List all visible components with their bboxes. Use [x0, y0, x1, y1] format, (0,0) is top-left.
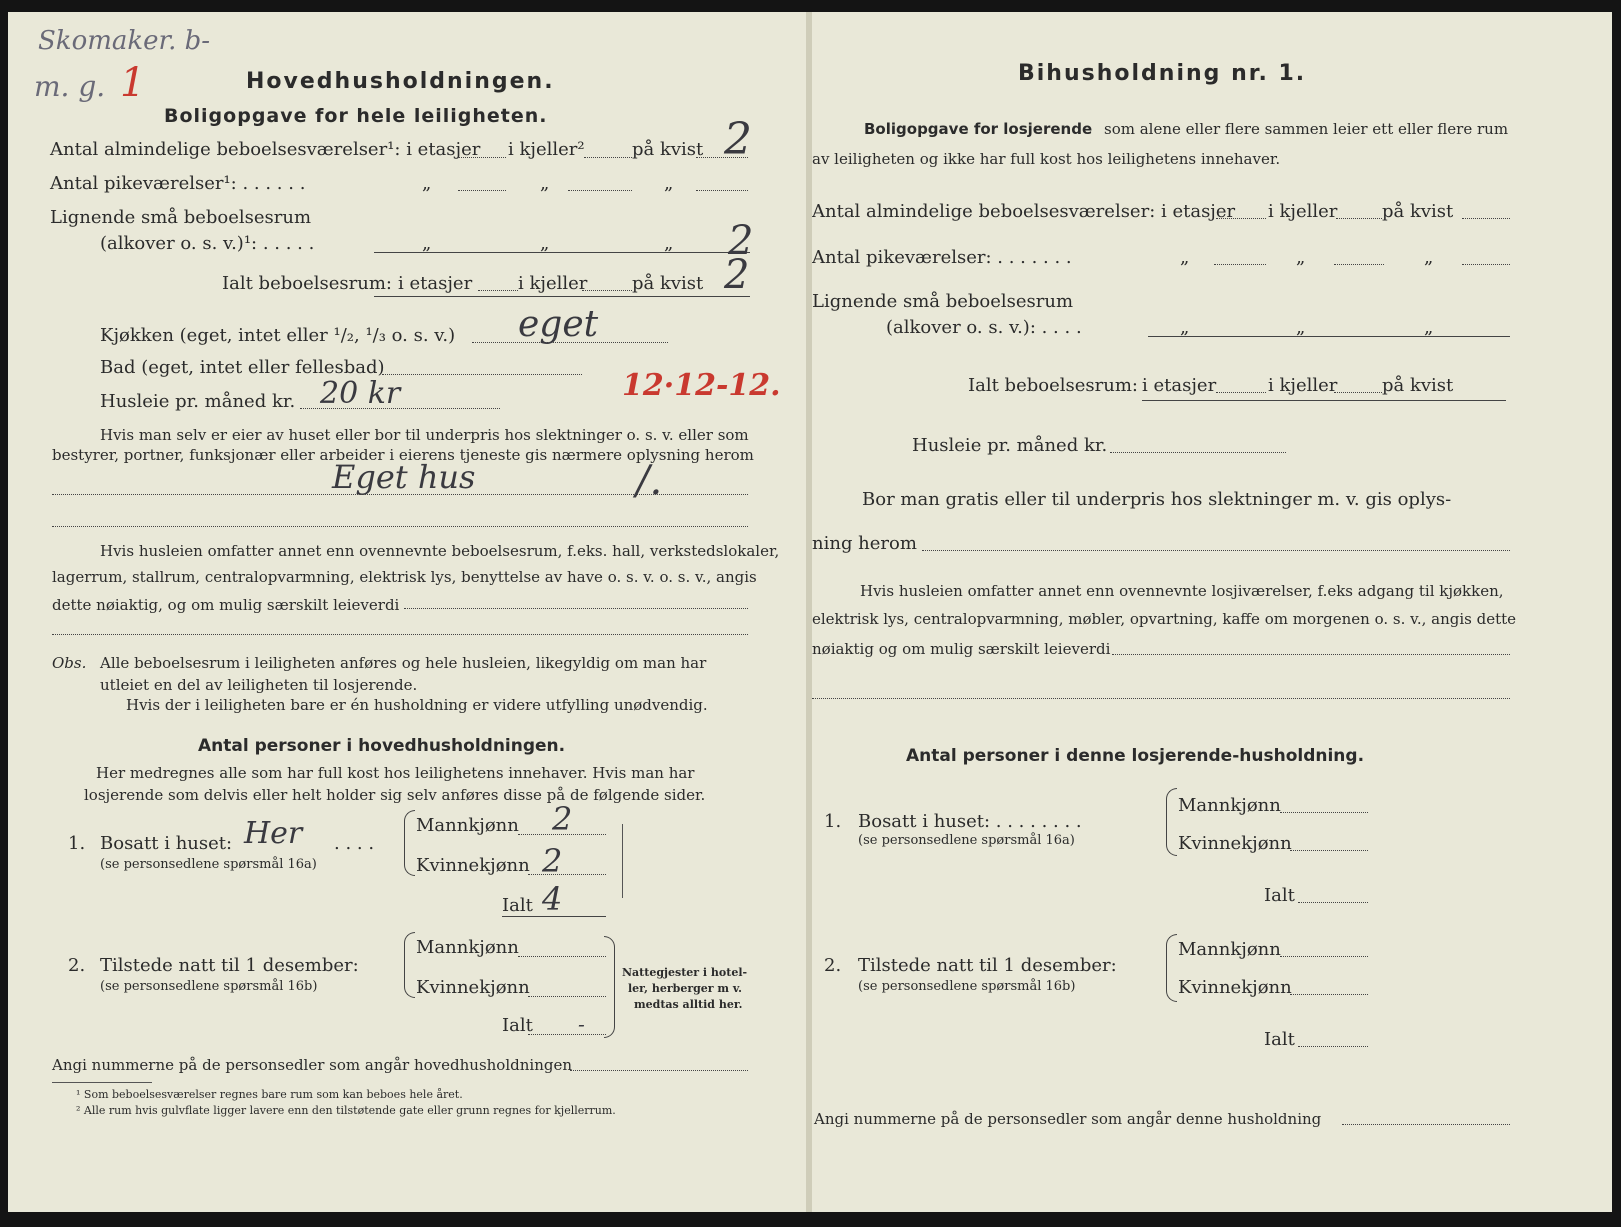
persons-text-2: losjerende som delvis eller helt holder sig selv anføres disse på de følgende sider. — [84, 786, 706, 804]
r-ialt-underline — [1142, 400, 1506, 401]
r-q1-sub: (se personsedlene spørsmål 16a) — [858, 833, 1075, 848]
bad-label: Bad (eget, intet eller fellesbad) — [100, 357, 385, 378]
q1-mann-value: 2 — [552, 800, 573, 838]
eier-text-2: bestyrer, portner, funksjonær eller arbeider i eierens tjeneste gis nærmere oplysning herom — [52, 446, 754, 464]
r-q2-number: 2. — [824, 955, 842, 976]
ditto-mark: „ — [1296, 247, 1306, 268]
annet-text-3: dette nøiaktig, og om mulig særskilt leieverdi — [52, 596, 400, 614]
r-q2-brace — [1166, 934, 1177, 1002]
q2-sub: (se personsedlene spørsmål 16b) — [100, 979, 318, 994]
r-q2-kvinne-label: Kvinnekjønn — [1178, 977, 1292, 998]
q2-kvinne-label: Kvinnekjønn — [416, 977, 530, 998]
q2-mann-label: Mannkjønn — [416, 937, 519, 958]
ialt-label: Ialt beboelsesrum: — [222, 273, 392, 294]
r-ialt-label: Ialt beboelsesrum: — [968, 375, 1138, 396]
r-persons-title: Antal personer i denne losjerende-husholdning. — [906, 746, 1365, 766]
r-q2-label: Tilstede natt til 1 desember: — [858, 955, 1117, 976]
rooms-kvist-label: på kvist — [632, 139, 704, 160]
lignende-kvist-value: 2 — [728, 218, 754, 264]
r-husleie-field — [1110, 452, 1286, 453]
kjokken-value: eget — [518, 304, 599, 345]
r-q2-sub: (se personsedlene spørsmål 16b) — [858, 979, 1076, 994]
lignende-label: Lignende små beboelsesrum — [50, 207, 312, 228]
r-q1-brace — [1166, 788, 1177, 856]
r-husleie-label: Husleie pr. måned kr. — [912, 435, 1108, 456]
page-title: Hovedhusholdningen. — [246, 69, 555, 94]
q1-kvinne-field — [528, 874, 606, 875]
natt-note-2: ler, herberger m v. — [628, 982, 743, 995]
r-q1-kvinne-label: Kvinnekjønn — [1178, 833, 1292, 854]
rooms-etasjer-field — [458, 157, 506, 158]
husleie-label: Husleie pr. måned kr. — [100, 391, 296, 412]
ialt-kvist-value: 2 — [724, 252, 750, 298]
r-annet-text-3: nøiaktig og om mulig særskilt leieverdi — [812, 640, 1111, 658]
ialt-etasjer-label: i etasjer — [398, 273, 473, 294]
handwritten-occupation: Skomaker. b- — [38, 26, 211, 56]
ditto-mark: „ — [1424, 247, 1434, 268]
red-annotation: 12·12-12. — [622, 368, 781, 403]
bad-field — [382, 374, 582, 375]
left-page — [8, 12, 808, 1212]
q1-ialt-label: Ialt — [502, 895, 533, 916]
q2-ialt-label: Ialt — [502, 1015, 533, 1036]
rooms-kjeller-label: i kjeller² — [508, 139, 585, 160]
angi-field — [570, 1070, 748, 1071]
ialt-kjeller-field — [582, 290, 632, 291]
ditto-mark: „ — [422, 173, 432, 194]
q2-brace-right — [604, 936, 615, 1038]
footnote-2: ² Alle rum hvis gulvflate ligger lavere enn den tilstøtende gate eller grunn regnes for kjellerrum. — [76, 1104, 616, 1117]
ditto-mark: „ — [1180, 247, 1190, 268]
r-pike-kvist-field — [1462, 264, 1510, 265]
persons-title: Antal personer i hovedhusholdningen. — [198, 736, 566, 756]
r-annet-field — [1112, 654, 1510, 655]
q1-kvinne-label: Kvinnekjønn — [416, 855, 530, 876]
lignende-label-2: (alkover o. s. v.)¹: . . . . . — [100, 233, 315, 254]
rooms-kvist-value: 2 — [724, 114, 752, 165]
r-pike-etasjer-field — [1214, 264, 1266, 265]
kjokken-label: Kjøkken (eget, intet eller ¹/₂, ¹/₃ o. s. v.) — [100, 325, 456, 346]
lignende-sum-line — [374, 252, 750, 253]
q2-kvinne-field — [528, 996, 606, 997]
gratis-field — [922, 550, 1510, 551]
q2-brace — [404, 932, 415, 998]
husleie-value: 20 kr — [320, 376, 401, 411]
r-q1-kvinne-field — [1290, 850, 1368, 851]
r-ialt-kvist-label: på kvist — [1382, 375, 1454, 396]
q1-check-mark — [622, 824, 623, 898]
ditto-mark: „ — [540, 173, 550, 194]
q1-label: Bosatt i huset: — [100, 833, 233, 854]
rooms-kjeller-field — [584, 157, 632, 158]
bihus-title: Bihusholdning nr. 1. — [1018, 61, 1307, 86]
ditto-mark: „ — [664, 173, 674, 194]
ditto-mark: „ — [1424, 317, 1434, 338]
eier-mark: /. — [636, 458, 663, 504]
obs-text-2: utleiet en del av leiligheten til losjerende. — [100, 676, 418, 694]
r-angi-label: Angi nummerne på de personsedler som angår denne husholdning — [814, 1110, 1322, 1128]
q1-sub: (se personsedlene spørsmål 16a) — [100, 857, 317, 872]
ialt-kvist-label: på kvist — [632, 273, 704, 294]
annet-field — [404, 608, 748, 609]
right-page — [812, 12, 1612, 1212]
gratis-text-2: ning herom — [812, 533, 917, 554]
footnote-1: ¹ Som beboelsesværelser regnes bare rum som kan beboes hele året. — [76, 1088, 463, 1101]
r-q2-ialt-label: Ialt — [1264, 1029, 1295, 1050]
eier-text-1: Hvis man selv er eier av huset eller bor til underpris hos slektninger o. s. v. eller som — [100, 426, 749, 444]
obs-label: Obs. — [52, 654, 87, 672]
r-q1-ialt-field — [1298, 902, 1368, 903]
footnote-rule — [52, 1082, 152, 1083]
r-lignende-sum-line — [1148, 336, 1510, 337]
q2-mann-field — [518, 956, 606, 957]
annet-text-1: Hvis husleien omfatter annet enn ovennevnte beboelsesrum, f.eks. hall, verkstedslokaler, — [100, 542, 780, 560]
handwritten-mg: m. g. — [34, 70, 106, 103]
ialt-underline — [374, 296, 750, 297]
pike-kvist-field — [696, 190, 748, 191]
q1-ialt-value: 4 — [542, 880, 563, 918]
pike-etasjer-field — [458, 190, 506, 191]
ditto-mark: „ — [1296, 317, 1306, 338]
r-q2-mann-label: Mannkjønn — [1178, 939, 1281, 960]
ditto-mark: „ — [1180, 317, 1190, 338]
r-lignende-label: Lignende små beboelsesrum — [812, 291, 1074, 312]
r-q1-label: Bosatt i huset: . . . . . . . . — [858, 811, 1082, 832]
q1-brace — [404, 810, 415, 876]
gratis-text-1: Bor man gratis eller til underpris hos slektninger m. v. gis oplys- — [862, 489, 1452, 510]
r-rooms-etasjer-field — [1216, 218, 1266, 219]
r-q1-number: 1. — [824, 811, 842, 832]
ialt-etasjer-field — [478, 290, 518, 291]
intro-text-2: av leiligheten og ikke har full kost hos leilighetens innehaver. — [812, 150, 1281, 168]
r-rooms-kjeller-field — [1336, 218, 1382, 219]
r-rooms-kvist-label: på kvist — [1382, 201, 1454, 222]
page-subtitle: Boligopgave for hele leiligheten. — [164, 105, 548, 127]
ialt-kjeller-label: i kjeller — [518, 273, 588, 294]
q2-label: Tilstede natt til 1 desember: — [100, 955, 359, 976]
natt-note-3: medtas alltid her. — [634, 998, 743, 1011]
r-lignende-label-2: (alkover o. s. v.): . . . . — [886, 317, 1082, 338]
obs-text-1: Alle beboelsesrum i leiligheten anføres og hele husleien, likegyldig om man har — [100, 654, 707, 672]
r-ialt-etasjer-label: i etasjer — [1142, 375, 1217, 396]
natt-note-1: Nattegjester i hotel- — [622, 966, 748, 979]
obs-text-3: Hvis der i leiligheten bare er én husholdning er videre utfylling unødvendig. — [126, 696, 708, 714]
intro-bold: Boligopgave for losjerende — [864, 120, 1093, 138]
persons-text-1: Her medregnes alle som har full kost hos leilighetens innehaver. Hvis man har — [96, 764, 695, 782]
handwritten-mg-number: 1 — [120, 60, 146, 106]
r-ialt-etasjer-field — [1216, 392, 1266, 393]
ditto-mark: „ — [540, 233, 550, 254]
ditto-mark: „ — [664, 233, 674, 254]
r-pike-label: Antal pikeværelser: . . . . . . . — [812, 247, 1072, 268]
r-q2-kvinne-field — [1290, 994, 1368, 995]
r-q2-mann-field — [1280, 956, 1368, 957]
r-ialt-kjeller-field — [1334, 392, 1382, 393]
q1-dots: . . . . — [334, 833, 375, 854]
eier-field-2 — [52, 526, 748, 527]
r-pike-kjeller-field — [1334, 264, 1384, 265]
r-annet-field-2 — [812, 698, 1510, 699]
r-q2-ialt-field — [1298, 1046, 1368, 1047]
q2-ialt-field — [528, 1034, 606, 1035]
r-rooms-kvist-field — [1462, 218, 1510, 219]
r-rooms-kjeller-label: i kjeller — [1268, 201, 1338, 222]
intro-text-1: som alene eller flere sammen leier ett eller flere rum — [1104, 120, 1509, 138]
q1-kvinne-value: 2 — [542, 842, 563, 880]
r-q1-mann-field — [1280, 812, 1368, 813]
r-ialt-kjeller-label: i kjeller — [1268, 375, 1338, 396]
angi-label: Angi nummerne på de personsedler som angår hovedhusholdningen — [52, 1056, 572, 1074]
pike-label: Antal pikeværelser¹: . . . . . . — [50, 173, 306, 194]
q2-ialt-value: - — [578, 1012, 585, 1036]
eier-value: Eget hus — [332, 458, 476, 496]
r-q1-ialt-label: Ialt — [1264, 885, 1295, 906]
q1-mann-label: Mannkjønn — [416, 815, 519, 836]
eier-field — [52, 494, 748, 495]
r-q1-mann-label: Mannkjønn — [1178, 795, 1281, 816]
rooms-label: Antal almindelige beboelsesværelser¹: i etasjer — [50, 139, 481, 160]
annet-field-2 — [52, 634, 748, 635]
r-rooms-label: Antal almindelige beboelsesværelser: i etasjer — [812, 201, 1236, 222]
q1-value: Her — [244, 816, 303, 851]
annet-text-2: lagerrum, stallrum, centralopvarmning, elektrisk lys, benyttelse av have o. s. v. o. s. v., angis — [52, 568, 757, 586]
r-annet-text-1: Hvis husleien omfatter annet enn ovennevnte losjiværelser, f.eks adgang til kjøkken, — [860, 582, 1504, 600]
r-annet-text-2: elektrisk lys, centralopvarmning, møbler, opvartning, kaffe om morgenen o. s. v., angis dette — [812, 610, 1517, 628]
r-angi-field — [1342, 1124, 1510, 1125]
q2-number: 2. — [68, 955, 86, 976]
pike-kjeller-field — [568, 190, 632, 191]
ditto-mark: „ — [422, 233, 432, 254]
q1-number: 1. — [68, 833, 86, 854]
